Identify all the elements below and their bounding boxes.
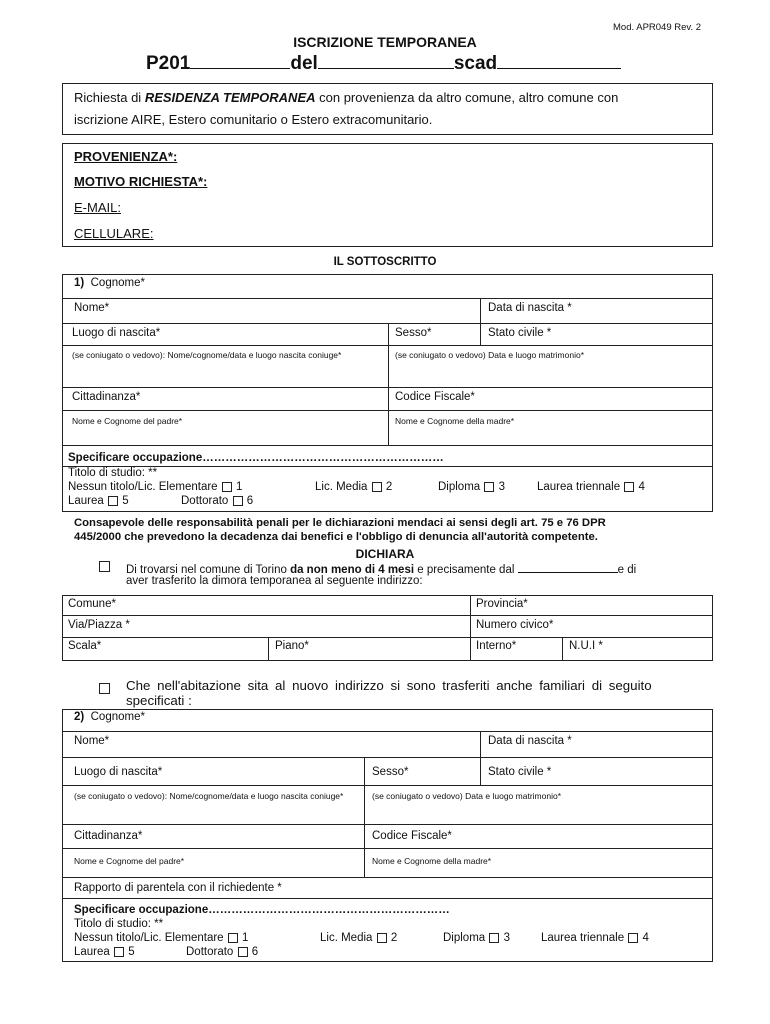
person2-opt-3[interactable]: [443, 932, 510, 944]
consapevole-line-1: Consapevole delle responsabilità penali per le dichiarazioni mendaci ai sensi degli art. 75 e 76 DPR: [74, 517, 606, 529]
person2-opt-5[interactable]: [74, 946, 135, 958]
checkbox-icon[interactable]: [222, 482, 232, 492]
person1-codice-fiscale-field[interactable]: Codice Fiscale*: [395, 391, 475, 403]
sottoscritto-heading: IL SOTTOSCRITTO: [333, 256, 437, 268]
trovarsi-end: e di: [617, 564, 637, 576]
person2-number: 2): [74, 711, 85, 723]
provenienza-field[interactable]: PROVENIENZA*:: [74, 149, 178, 164]
person2-padre-field[interactable]: Nome e Cognome del padre*: [74, 856, 185, 866]
piano-field[interactable]: Piano*: [275, 640, 309, 652]
person1-opt-2[interactable]: [315, 481, 392, 493]
checkbox-icon[interactable]: [228, 933, 238, 943]
person1-opt-6-label: Dottorato: [181, 495, 229, 507]
nui-field[interactable]: N.U.I *: [569, 640, 603, 652]
cellulare-field[interactable]: CELLULARE:: [74, 226, 154, 241]
person2-opt-4[interactable]: [541, 932, 649, 944]
checkbox-icon[interactable]: [372, 482, 382, 492]
motivo-field[interactable]: MOTIVO RICHIESTA*:: [74, 174, 208, 189]
person2-opt-5-label: Laurea: [74, 946, 110, 958]
interno-field[interactable]: Interno*: [476, 640, 517, 652]
person1-opt-5[interactable]: [68, 495, 129, 507]
person2-titolo-label: Titolo di studio: **: [74, 918, 164, 930]
person1-opt-3[interactable]: [438, 481, 505, 493]
trovarsi-bold: da non meno di 4 mesi: [290, 564, 415, 576]
person2-opt-5-num: 5: [128, 946, 135, 958]
checkbox-icon[interactable]: [233, 496, 243, 506]
person1-opt-4[interactable]: [537, 481, 645, 493]
person1-opt-5-label: Laurea: [68, 495, 104, 507]
person1-opt-3-label: Diploma: [438, 481, 481, 493]
scad-field[interactable]: [497, 53, 621, 69]
scad-label: scad: [453, 53, 498, 74]
person1-matrimonio-field[interactable]: (se coniugato o vedovo) Data e luogo matrimonio*: [395, 350, 584, 360]
person1-luogo-nascita-field[interactable]: Luogo di nascita*: [72, 327, 161, 339]
checkbox-icon[interactable]: [484, 482, 494, 492]
checkbox-icon[interactable]: [377, 933, 387, 943]
trovarsi-line-1: [126, 561, 636, 576]
address-table: [62, 595, 713, 661]
person2-coniuge-field[interactable]: (se coniugato o vedovo): Nome/cognome/data e luogo nascita coniuge*: [74, 791, 344, 801]
person1-opt-1[interactable]: [68, 481, 242, 493]
familiari-line-1: Che nell'abitazione sita al nuovo indirizzo si sono trasferiti anche familiari di seguito: [126, 678, 652, 693]
trovarsi-checkbox[interactable]: [98, 561, 111, 573]
familiari-line-2: specificati :: [126, 693, 192, 708]
intro-emphasis: RESIDENZA TEMPORANEA: [144, 90, 316, 105]
person2-opt-6-label: Dottorato: [186, 946, 234, 958]
intro-prefix: Richiesta di: [74, 90, 145, 105]
trovarsi-pre: Di trovarsi nel comune di Torino: [126, 564, 291, 576]
person2-nome-field[interactable]: Nome*: [74, 735, 110, 747]
person1-occupazione-field[interactable]: Specificare occupazione………………………………………………………: [68, 452, 444, 464]
person2-opt-2[interactable]: [320, 932, 397, 944]
person1-opt-3-num: 3: [498, 481, 505, 493]
person1-padre-field[interactable]: Nome e Cognome del padre*: [72, 416, 183, 426]
checkbox-icon[interactable]: [624, 482, 634, 492]
person2-cittadinanza-field[interactable]: Cittadinanza*: [74, 830, 143, 842]
p201-field[interactable]: [190, 53, 290, 69]
p201-label: P201: [146, 53, 191, 74]
person1-cognome-field[interactable]: [74, 277, 145, 289]
person2-opt-4-num: 4: [642, 932, 649, 944]
person2-codice-fiscale-field[interactable]: Codice Fiscale*: [372, 830, 452, 842]
person2-stato-civile-field[interactable]: Stato civile *: [488, 766, 552, 778]
person2-opt-2-num: 2: [390, 932, 398, 944]
checkbox-icon[interactable]: [99, 561, 110, 572]
person2-parentela-field[interactable]: Rapporto di parentela con il richiedente *: [74, 882, 282, 894]
intro-line-1: [74, 90, 618, 105]
person2-opt-1-label: Nessun titolo/Lic. Elementare: [74, 932, 224, 944]
trovarsi-line-2: aver trasferito la dimora temporanea al seguente indirizzo:: [126, 575, 423, 587]
person2-opt-4-label: Laurea triennale: [541, 932, 625, 944]
person2-opt-3-num: 3: [503, 932, 510, 944]
person2-opt-6[interactable]: [186, 946, 258, 958]
person1-coniuge-field[interactable]: (se coniugato o vedovo): Nome/cognome/data e luogo nascita coniuge*: [72, 350, 342, 360]
person1-sesso-field[interactable]: Sesso*: [395, 327, 432, 339]
person1-opt-1-num: 1: [235, 481, 243, 493]
email-field[interactable]: E-MAIL:: [74, 200, 121, 215]
person1-opt-4-num: 4: [638, 481, 645, 493]
protocol-line: [146, 53, 621, 75]
person2-opt-3-label: Diploma: [443, 932, 486, 944]
person2-opt-1[interactable]: [74, 932, 248, 944]
checkbox-icon[interactable]: [99, 683, 110, 694]
person1-data-nascita-field[interactable]: Data di nascita *: [488, 302, 572, 314]
person1-opt-2-num: 2: [385, 481, 393, 493]
del-label: del: [290, 53, 318, 74]
person1-cittadinanza-field[interactable]: Cittadinanza*: [72, 391, 141, 403]
civico-field[interactable]: Numero civico*: [476, 619, 554, 631]
person2-matrimonio-field[interactable]: (se coniugato o vedovo) Data e luogo matrimonio*: [372, 791, 561, 801]
person1-opt-2-label: Lic. Media: [315, 481, 368, 493]
person2-sesso-field[interactable]: Sesso*: [372, 766, 409, 778]
person2-occupazione-field[interactable]: Specificare occupazione………………………………………………………: [74, 904, 450, 916]
intro-rest: con provenienza da altro comune, altro comune con: [315, 90, 619, 105]
consapevole-line-2: 445/2000 che prevedono la decadenza dai benefici e l'obbligo di denuncia all'autorità competente.: [74, 531, 598, 543]
person1-stato-civile-field[interactable]: Stato civile *: [488, 327, 552, 339]
scala-field[interactable]: Scala*: [68, 640, 102, 652]
familiari-checkbox[interactable]: [98, 680, 111, 695]
via-field[interactable]: Via/Piazza *: [68, 619, 130, 631]
person1-cognome-label: Cognome*: [90, 277, 145, 289]
checkbox-icon[interactable]: [238, 947, 248, 957]
checkbox-icon[interactable]: [114, 947, 124, 957]
checkbox-icon[interactable]: [628, 933, 638, 943]
person1-nome-field[interactable]: Nome*: [74, 302, 110, 314]
person2-luogo-nascita-field[interactable]: Luogo di nascita*: [74, 766, 163, 778]
person1-opt-6[interactable]: [181, 495, 253, 507]
person1-number: 1): [74, 277, 85, 289]
dichiara-heading: DICHIARA: [355, 547, 415, 561]
checkbox-icon[interactable]: [489, 933, 499, 943]
provincia-field[interactable]: Provincia*: [476, 598, 528, 610]
person2-data-nascita-field[interactable]: Data di nascita *: [488, 735, 572, 747]
person1-opt-4-label: Laurea triennale: [537, 481, 621, 493]
trovarsi-date-field[interactable]: [518, 561, 618, 573]
person2-cognome-field[interactable]: [74, 711, 145, 723]
person2-opt-6-num: 6: [251, 946, 259, 958]
person2-opt-2-label: Lic. Media: [320, 932, 373, 944]
page-title: ISCRIZIONE TEMPORANEA: [293, 34, 477, 50]
person1-opt-6-num: 6: [246, 495, 254, 507]
checkbox-icon[interactable]: [108, 496, 118, 506]
form-code: Mod. APR049 Rev. 2: [613, 22, 702, 33]
person1-titolo-label: Titolo di studio: **: [68, 467, 158, 479]
del-field[interactable]: [318, 53, 454, 69]
comune-field[interactable]: Comune*: [68, 598, 116, 610]
intro-line-2: iscrizione AIRE, Estero comunitario o Estero extracomunitario.: [74, 112, 433, 127]
person2-madre-field[interactable]: Nome e Cognome della madre*: [372, 856, 492, 866]
person2-opt-1-num: 1: [241, 932, 249, 944]
person2-cognome-label: Cognome*: [90, 711, 145, 723]
person1-madre-field[interactable]: Nome e Cognome della madre*: [395, 416, 515, 426]
person1-opt-5-num: 5: [122, 495, 129, 507]
person1-opt-1-label: Nessun titolo/Lic. Elementare: [68, 481, 218, 493]
trovarsi-post: e precisamente dal: [414, 564, 515, 576]
